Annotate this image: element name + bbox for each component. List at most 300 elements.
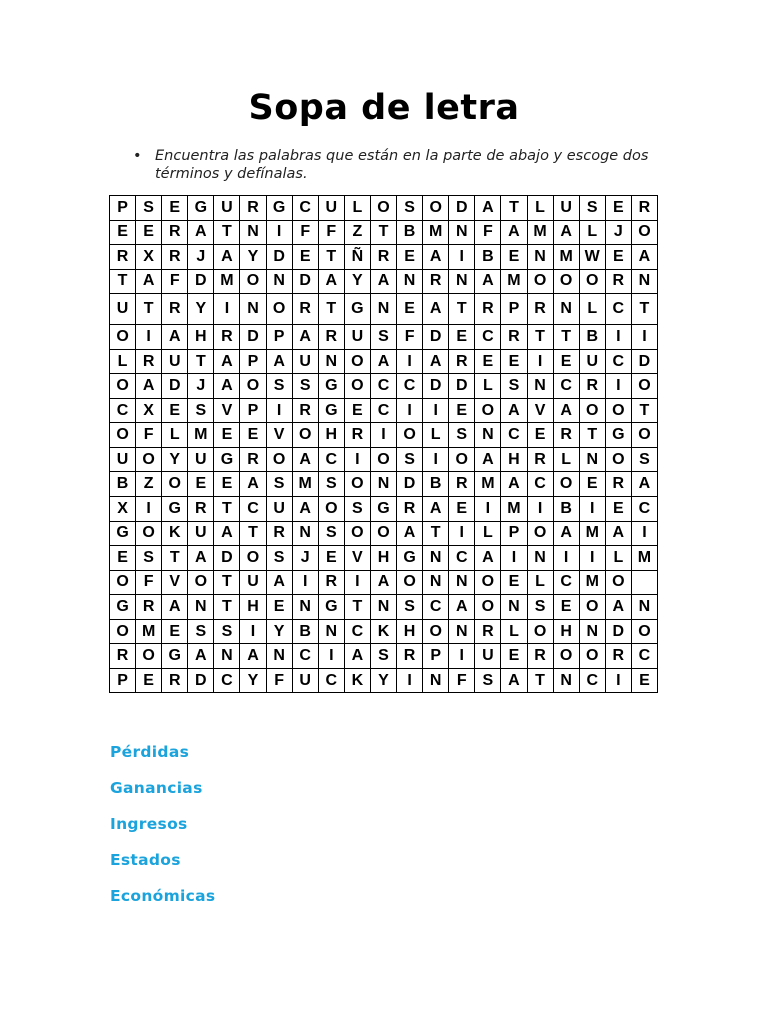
grid-cell: N — [370, 595, 396, 620]
grid-cell: Y — [266, 619, 292, 644]
grid-cell: A — [370, 570, 396, 595]
grid-cell: R — [162, 668, 188, 693]
grid-cell: A — [292, 447, 318, 472]
grid-cell: A — [136, 374, 162, 399]
grid-cell: U — [553, 196, 579, 221]
grid-cell: K — [344, 668, 370, 693]
grid-cell: O — [631, 220, 657, 245]
grid-cell: M — [292, 472, 318, 497]
grid-cell: O — [162, 472, 188, 497]
grid-cell: E — [579, 472, 605, 497]
grid-cell: O — [110, 374, 136, 399]
grid-cell: E — [318, 546, 344, 571]
grid-cell: B — [110, 472, 136, 497]
grid-cell: G — [162, 497, 188, 522]
grid-cell: I — [553, 546, 579, 571]
grid-cell: G — [188, 196, 214, 221]
grid-cell: T — [344, 595, 370, 620]
grid-cell: F — [266, 668, 292, 693]
grid-cell: M — [579, 521, 605, 546]
grid-cell: R — [579, 374, 605, 399]
grid-cell: A — [475, 269, 501, 294]
grid-cell: I — [579, 497, 605, 522]
grid-cell: A — [501, 668, 527, 693]
grid-row — [110, 644, 658, 669]
grid-cell: R — [136, 349, 162, 374]
grid-row — [110, 570, 658, 595]
grid-cell: D — [214, 546, 240, 571]
grid-cell: W — [579, 245, 605, 270]
grid-cell: V — [162, 570, 188, 595]
grid-cell: O — [475, 595, 501, 620]
grid-cell: I — [344, 447, 370, 472]
grid-cell: A — [214, 521, 240, 546]
grid-cell: E — [605, 196, 631, 221]
grid-cell: I — [579, 546, 605, 571]
grid-cell: R — [292, 294, 318, 325]
grid-cell: O — [605, 570, 631, 595]
grid-cell: T — [214, 220, 240, 245]
grid-cell: P — [501, 521, 527, 546]
grid-cell: E — [501, 644, 527, 669]
grid-cell: D — [449, 374, 475, 399]
grid-cell: O — [240, 269, 266, 294]
grid-cell: I — [266, 398, 292, 423]
grid-cell: A — [423, 294, 449, 325]
grid-cell: M — [527, 220, 553, 245]
grid-cell: U — [110, 294, 136, 325]
grid-cell: A — [240, 472, 266, 497]
grid-cell: H — [397, 619, 423, 644]
grid-cell: A — [188, 644, 214, 669]
grid-cell: T — [136, 294, 162, 325]
grid-cell: A — [318, 269, 344, 294]
grid-cell: H — [370, 546, 396, 571]
grid-cell: N — [423, 570, 449, 595]
grid-cell: I — [449, 521, 475, 546]
grid-cell: J — [188, 374, 214, 399]
grid-cell: P — [266, 325, 292, 350]
grid-cell: H — [501, 447, 527, 472]
grid-cell: R — [631, 196, 657, 221]
grid-row — [110, 668, 658, 693]
grid-cell: O — [344, 472, 370, 497]
grid-cell: U — [214, 196, 240, 221]
grid-cell: A — [501, 398, 527, 423]
grid-cell: B — [423, 472, 449, 497]
grid-cell: O — [527, 619, 553, 644]
grid-cell: O — [292, 423, 318, 448]
grid-cell: L — [344, 196, 370, 221]
grid-cell: F — [397, 325, 423, 350]
grid-cell: C — [631, 644, 657, 669]
grid-cell: P — [110, 196, 136, 221]
grid-cell: R — [370, 245, 396, 270]
grid-cell: I — [370, 423, 396, 448]
grid-cell: E — [631, 668, 657, 693]
grid-cell: U — [475, 644, 501, 669]
grid-cell: E — [188, 472, 214, 497]
grid-cell: N — [397, 269, 423, 294]
grid-cell: N — [449, 570, 475, 595]
grid-cell: O — [475, 570, 501, 595]
grid-cell: E — [501, 349, 527, 374]
grid-cell: C — [449, 546, 475, 571]
grid-cell: R — [475, 619, 501, 644]
grid-cell: B — [397, 220, 423, 245]
grid-cell: K — [162, 521, 188, 546]
grid-cell: R — [162, 220, 188, 245]
grid-row — [110, 294, 658, 325]
grid-cell: E — [553, 349, 579, 374]
grid-cell: I — [214, 294, 240, 325]
grid-cell: O — [370, 521, 396, 546]
grid-cell: S — [188, 619, 214, 644]
grid-cell: G — [318, 374, 344, 399]
grid-cell: A — [475, 196, 501, 221]
grid-cell: A — [501, 220, 527, 245]
grid-cell: Y — [370, 668, 396, 693]
grid-cell: E — [162, 619, 188, 644]
grid-cell: E — [605, 245, 631, 270]
grid-cell: T — [553, 325, 579, 350]
grid-cell: D — [292, 269, 318, 294]
grid-cell: I — [423, 447, 449, 472]
grid-cell: P — [240, 349, 266, 374]
grid-cell: L — [110, 349, 136, 374]
grid-cell: A — [397, 521, 423, 546]
grid-cell: R — [475, 294, 501, 325]
grid-cell: O — [344, 521, 370, 546]
grid-cell: O — [605, 398, 631, 423]
grid-cell: S — [579, 196, 605, 221]
grid-cell: M — [501, 497, 527, 522]
grid-cell: I — [292, 570, 318, 595]
grid-cell: V — [527, 398, 553, 423]
grid-cell: L — [605, 546, 631, 571]
grid-cell: O — [110, 423, 136, 448]
grid-cell: M — [214, 269, 240, 294]
grid-cell: C — [292, 644, 318, 669]
grid-cell: G — [318, 595, 344, 620]
grid-cell: S — [318, 472, 344, 497]
grid-cell: N — [318, 349, 344, 374]
grid-cell: O — [344, 349, 370, 374]
grid-cell: R — [162, 294, 188, 325]
grid-cell: G — [344, 294, 370, 325]
grid-row — [110, 546, 658, 571]
grid-cell: O — [449, 447, 475, 472]
grid-cell: N — [370, 294, 396, 325]
grid-cell: X — [136, 398, 162, 423]
grid-cell: N — [553, 668, 579, 693]
grid-cell: Y — [188, 294, 214, 325]
grid-cell: C — [501, 423, 527, 448]
grid-cell: A — [605, 521, 631, 546]
grid-cell: G — [397, 546, 423, 571]
grid-row — [110, 269, 658, 294]
grid-cell: I — [605, 325, 631, 350]
grid-cell: J — [188, 245, 214, 270]
grid-cell: I — [266, 220, 292, 245]
grid-cell: N — [631, 269, 657, 294]
grid-cell: D — [188, 668, 214, 693]
grid-cell: K — [370, 619, 396, 644]
grid-cell: I — [605, 374, 631, 399]
grid-cell: S — [397, 196, 423, 221]
grid-cell: N — [527, 374, 553, 399]
grid-cell: O — [370, 196, 396, 221]
grid-cell: A — [214, 349, 240, 374]
grid-cell: D — [240, 325, 266, 350]
grid-cell: T — [501, 196, 527, 221]
grid-cell: A — [553, 220, 579, 245]
grid-cell: S — [449, 423, 475, 448]
grid-cell: N — [240, 294, 266, 325]
grid-cell: O — [631, 423, 657, 448]
grid-cell: T — [318, 294, 344, 325]
grid-cell: U — [188, 521, 214, 546]
grid-cell: S — [631, 447, 657, 472]
grid-cell: O — [344, 374, 370, 399]
grid-cell: O — [553, 644, 579, 669]
grid-cell: T — [631, 294, 657, 325]
instruction-item: • Encuentra las palabras que están en la parte de abajo y escoge dos términos y defínalas. — [133, 147, 673, 183]
grid-cell: A — [605, 595, 631, 620]
grid-cell: E — [449, 325, 475, 350]
grid-cell: R — [605, 472, 631, 497]
grid-cell: O — [266, 447, 292, 472]
grid-cell: T — [449, 294, 475, 325]
grid-cell: E — [553, 595, 579, 620]
grid-cell: B — [579, 325, 605, 350]
grid-cell: N — [631, 595, 657, 620]
grid-cell: M — [553, 245, 579, 270]
grid-cell: O — [527, 521, 553, 546]
grid-cell: O — [370, 447, 396, 472]
grid-cell: I — [240, 619, 266, 644]
grid-cell: E — [397, 294, 423, 325]
grid-cell: T — [188, 349, 214, 374]
grid-cell: O — [397, 423, 423, 448]
grid-cell: N — [266, 269, 292, 294]
word-item: Económicas — [110, 887, 216, 905]
grid-cell: U — [292, 668, 318, 693]
grid-cell: V — [214, 398, 240, 423]
grid-cell: T — [214, 595, 240, 620]
grid-cell: R — [527, 644, 553, 669]
grid-cell: N — [449, 269, 475, 294]
grid-cell: V — [344, 546, 370, 571]
grid-cell: D — [423, 374, 449, 399]
grid-cell: C — [214, 668, 240, 693]
grid-cell: S — [370, 644, 396, 669]
grid-cell: D — [266, 245, 292, 270]
grid-cell: T — [370, 220, 396, 245]
grid-cell: D — [449, 196, 475, 221]
grid-cell: M — [136, 619, 162, 644]
grid-cell: S — [501, 374, 527, 399]
word-item: Pérdidas — [110, 743, 190, 761]
grid-cell: O — [579, 644, 605, 669]
grid-cell: U — [188, 447, 214, 472]
grid-cell: R — [110, 245, 136, 270]
grid-cell: O — [579, 595, 605, 620]
grid-cell: E — [136, 668, 162, 693]
grid-cell: O — [605, 447, 631, 472]
grid-cell: S — [188, 398, 214, 423]
grid-cell: M — [501, 269, 527, 294]
grid-cell: N — [527, 546, 553, 571]
grid-cell: G — [110, 521, 136, 546]
grid-cell: A — [162, 595, 188, 620]
grid-cell: N — [501, 595, 527, 620]
grid-cell: R — [110, 644, 136, 669]
grid-cell: S — [136, 196, 162, 221]
grid-cell: I — [501, 546, 527, 571]
grid-cell: E — [449, 398, 475, 423]
grid-cell: O — [579, 398, 605, 423]
grid-cell: G — [162, 644, 188, 669]
grid-cell: Z — [344, 220, 370, 245]
grid-cell: E — [501, 245, 527, 270]
grid-cell: C — [475, 325, 501, 350]
grid-cell: L — [162, 423, 188, 448]
grid-cell: C — [579, 668, 605, 693]
grid-cell: C — [423, 595, 449, 620]
grid-cell: R — [397, 497, 423, 522]
grid-cell: N — [423, 668, 449, 693]
grid-cell: B — [292, 619, 318, 644]
grid-cell: A — [423, 245, 449, 270]
grid-cell: L — [527, 196, 553, 221]
grid-cell: E — [110, 546, 136, 571]
grid-cell: C — [370, 398, 396, 423]
page-title: Sopa de letra — [248, 88, 520, 128]
grid-cell: O — [553, 269, 579, 294]
grid-cell: T — [110, 269, 136, 294]
grid-cell: T — [631, 398, 657, 423]
grid-cell: E — [605, 497, 631, 522]
grid-cell: A — [475, 546, 501, 571]
grid-row — [110, 472, 658, 497]
grid-cell: C — [553, 374, 579, 399]
grid-cell: O — [318, 497, 344, 522]
grid-cell: U — [240, 570, 266, 595]
grid-cell: C — [397, 374, 423, 399]
grid-cell: D — [423, 325, 449, 350]
grid-cell: N — [214, 644, 240, 669]
grid-cell: O — [423, 196, 449, 221]
grid-cell: U — [266, 497, 292, 522]
grid-cell: I — [605, 668, 631, 693]
grid-cell: U — [110, 447, 136, 472]
grid-cell: S — [266, 374, 292, 399]
grid-cell: O — [110, 619, 136, 644]
grid-cell: J — [605, 220, 631, 245]
grid-cell: S — [397, 595, 423, 620]
grid-cell: I — [475, 497, 501, 522]
grid-cell: G — [266, 196, 292, 221]
grid-cell: A — [370, 269, 396, 294]
grid-cell: N — [449, 220, 475, 245]
grid-cell: E — [292, 245, 318, 270]
grid-cell: R — [136, 595, 162, 620]
grid-cell: O — [188, 570, 214, 595]
grid-cell: I — [318, 644, 344, 669]
grid-cell: A — [292, 497, 318, 522]
grid-row — [110, 398, 658, 423]
grid-cell: C — [605, 349, 631, 374]
grid-cell: T — [214, 570, 240, 595]
word-item: Estados — [110, 851, 181, 869]
grid-cell: S — [266, 472, 292, 497]
grid-cell: A — [553, 521, 579, 546]
grid-cell: S — [214, 619, 240, 644]
grid-cell: L — [475, 374, 501, 399]
grid-cell: A — [214, 245, 240, 270]
grid-cell: F — [136, 423, 162, 448]
grid-cell: U — [344, 325, 370, 350]
grid-cell: U — [162, 349, 188, 374]
grid-cell: R — [605, 644, 631, 669]
grid-cell: I — [397, 398, 423, 423]
grid-row — [110, 521, 658, 546]
grid-cell: F — [162, 269, 188, 294]
grid-row — [110, 196, 658, 221]
grid-row — [110, 497, 658, 522]
grid-cell: U — [579, 349, 605, 374]
grid-cell: A — [553, 398, 579, 423]
grid-cell: R — [527, 294, 553, 325]
grid-cell: O — [579, 269, 605, 294]
grid-cell: O — [110, 325, 136, 350]
grid-cell: R — [240, 447, 266, 472]
grid-cell: U — [318, 196, 344, 221]
grid-cell: H — [240, 595, 266, 620]
grid-cell: X — [110, 497, 136, 522]
grid-row — [110, 619, 658, 644]
grid-cell: A — [214, 374, 240, 399]
grid-cell: T — [423, 521, 449, 546]
grid-cell: A — [449, 595, 475, 620]
grid-cell: C — [605, 294, 631, 325]
grid-cell: F — [449, 668, 475, 693]
grid-cell: L — [501, 619, 527, 644]
grid-cell: E — [162, 196, 188, 221]
word-item: Ganancias — [110, 779, 203, 797]
grid-cell: R — [553, 423, 579, 448]
grid-cell: C — [318, 447, 344, 472]
grid-cell: E — [501, 570, 527, 595]
grid-cell: N — [370, 472, 396, 497]
grid-cell: R — [501, 325, 527, 350]
grid-cell: S — [318, 521, 344, 546]
grid-cell: A — [631, 245, 657, 270]
grid-cell: S — [475, 668, 501, 693]
grid-cell: I — [344, 570, 370, 595]
grid-cell: C — [110, 398, 136, 423]
grid-cell: R — [344, 423, 370, 448]
grid-cell: T — [318, 245, 344, 270]
grid-cell: R — [527, 447, 553, 472]
grid-cell: T — [162, 546, 188, 571]
grid-cell: P — [240, 398, 266, 423]
grid-cell: O — [136, 447, 162, 472]
grid-cell: C — [370, 374, 396, 399]
grid-cell: T — [527, 668, 553, 693]
grid-cell: A — [266, 570, 292, 595]
